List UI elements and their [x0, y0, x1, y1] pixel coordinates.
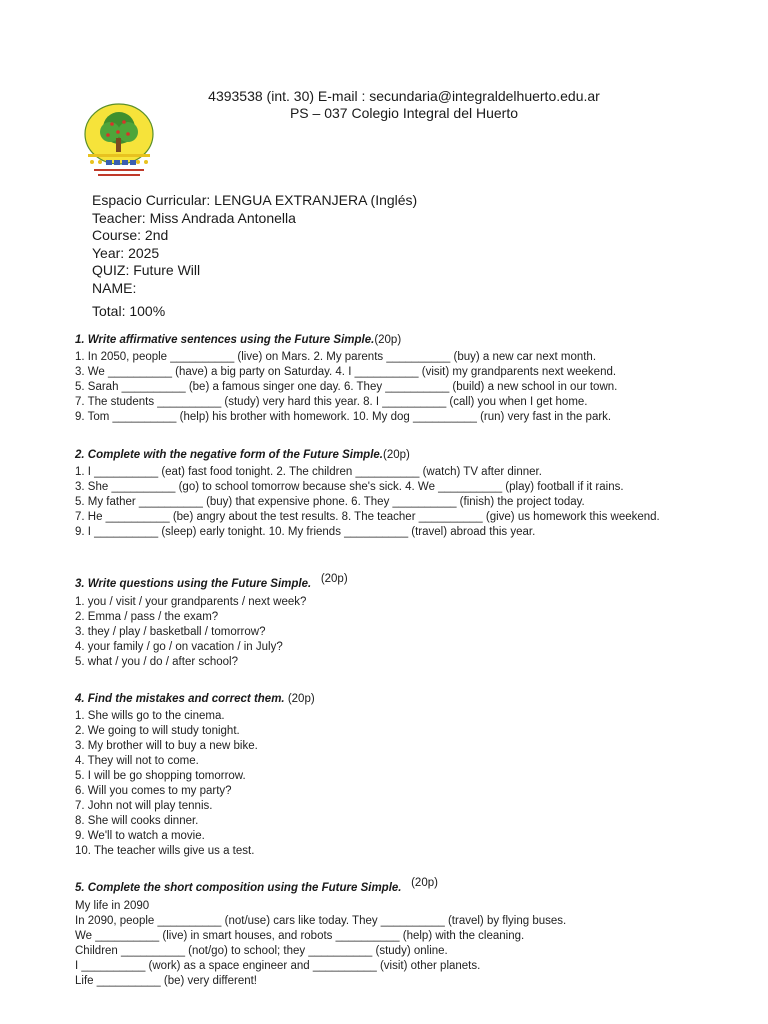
section-points: (20p)	[411, 877, 438, 889]
section-title: 3. Write questions using the Future Simple.	[75, 578, 312, 590]
exercise-line: 3. She __________ (go) to school tomorrow because she's sick. 4. We __________ (play) football if it rains.	[75, 481, 624, 493]
section-points: (20p)	[320, 573, 348, 585]
exercise-line: 5. what / you / do / after school?	[75, 656, 239, 668]
section-title: 5. Complete the short composition using the Future Simple.	[75, 882, 402, 894]
exercise-line: 3. they / play / basketball / tomorrow?	[75, 626, 266, 638]
exercise-line: 1. In 2050, people __________ (live) on Mars. 2. My parents __________ (buy) a new car next month.	[75, 351, 597, 363]
section-points: (20p)	[374, 334, 402, 346]
section-title: 2. Complete with the negative form of the Future Simple.	[75, 449, 383, 461]
exercise-line: 7. The students __________ (study) very hard this year. 8. I __________ (call) you when I get home.	[75, 396, 588, 408]
section-points: (20p)	[287, 693, 315, 705]
exercise-line: 1. I __________ (eat) fast food tonight. 2. The children __________ (watch) TV after dinner.	[75, 466, 542, 478]
exercise-line: 2. Emma / pass / the exam?	[75, 611, 219, 623]
exercise-line: I __________ (work) as a space engineer and __________ (visit) other planets.	[75, 960, 481, 972]
exercise-line: 7. John not will play tennis.	[75, 800, 213, 812]
exercise-line: 10. The teacher wills give us a test.	[75, 845, 255, 857]
curricular-space: Espacio Curricular: LENGUA EXTRANJERA (Inglés)	[92, 192, 418, 208]
section-5	[75, 877, 705, 989]
course: Course: 2nd	[92, 227, 169, 243]
exercise-line: 4. They will not to come.	[75, 755, 199, 767]
exercise-line: 5. My father __________ (buy) that expensive phone. 6. They __________ (finish) the project today.	[75, 496, 585, 508]
exercise-line: 7. He __________ (be) angry about the test results. 8. The teacher __________ (give) us homework this weekend.	[75, 511, 660, 523]
exercise-line: Life __________ (be) very different!	[75, 975, 257, 987]
exercise-line: 8. She will cooks dinner.	[75, 815, 199, 827]
section-title: 4. Find the mistakes and correct them.	[75, 693, 285, 705]
school-name: PS – 037 Colegio Integral del Huerto	[289, 105, 519, 121]
exercise-line: Children __________ (not/go) to school; they __________ (study) online.	[75, 945, 448, 957]
section-title: 1. Write affirmative sentences using the Future Simple.	[75, 334, 375, 346]
school-contact: 4393538 (int. 30) E-mail : secundaria@integraldelhuerto.edu.ar	[208, 88, 600, 104]
exercise-line: 1. you / visit / your grandparents / next week?	[75, 596, 307, 608]
year: Year: 2025	[92, 244, 160, 261]
exercise-line: We __________ (live) in smart houses, and robots __________ (help) with the cleaning.	[75, 930, 525, 942]
exercise-line: 5. I will be go shopping tomorrow.	[75, 770, 246, 782]
exercise-line: 1. She wills go to the cinema.	[75, 710, 225, 722]
quiz-info	[92, 192, 417, 297]
exercise-line: 9. Tom __________ (help) his brother with homework. 10. My dog __________ (run) very fast in the park.	[75, 411, 612, 423]
composition-title: My life in 2090	[75, 900, 150, 912]
exercise-line: 2. We going to will study tonight.	[75, 725, 240, 737]
exercise-line: In 2090, people __________ (not/use) cars like today. They __________ (travel) by flying buses.	[75, 915, 567, 927]
total-score: Total: 100%	[92, 303, 166, 319]
student-name-label: NAME:	[92, 279, 137, 296]
teacher-name: Teacher: Miss Andrada Antonella	[92, 209, 296, 226]
exercise-line: 4. your family / go / on vacation / in July?	[75, 641, 283, 653]
section-1	[75, 332, 705, 425]
exercise-line: 3. We __________ (have) a big party on Saturday. 4. I __________ (visit) my grandparents next weekend.	[75, 366, 617, 378]
exercise-line: 3. My brother will to buy a new bike.	[75, 740, 258, 752]
school-logo	[82, 102, 156, 182]
section-4	[75, 691, 705, 859]
section-3	[75, 573, 705, 670]
exercise-line: 9. We'll to watch a movie.	[75, 830, 205, 842]
section-2	[75, 447, 705, 540]
section-points: (20p)	[382, 449, 410, 461]
exercise-line: 9. I __________ (sleep) early tonight. 10. My friends __________ (travel) abroad this year.	[75, 526, 536, 538]
quiz-title: QUIZ: Future Will	[92, 262, 201, 278]
exercise-line: 5. Sarah __________ (be) a famous singer one day. 6. They __________ (build) a new school in our town.	[75, 381, 618, 393]
exercise-line: 6. Will you comes to my party?	[75, 785, 232, 797]
